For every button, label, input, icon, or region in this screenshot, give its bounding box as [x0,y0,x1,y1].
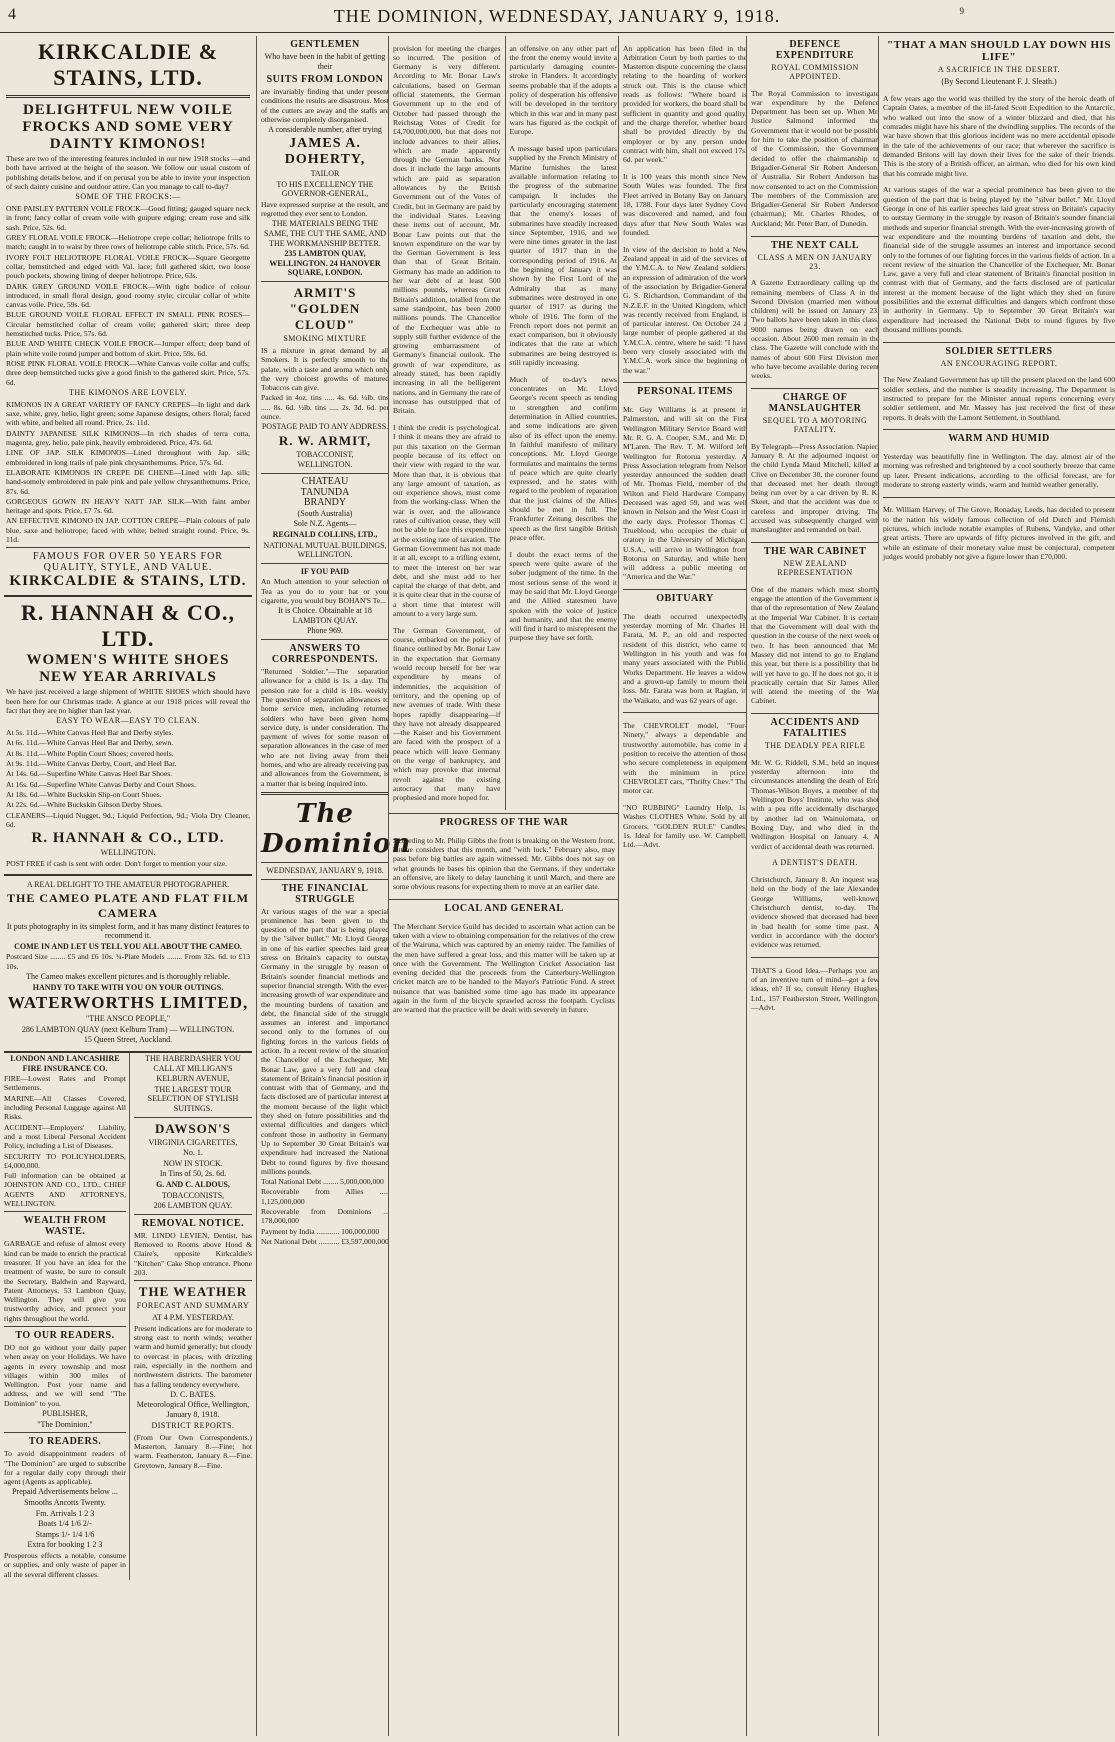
shoe-item: At 8s. 11d.—White Poplin Court Shoes; covered heels. [6,748,174,758]
shoe-item: At 18s. 6d.—White Buckskin Slip-on Court Shoes. [6,789,162,799]
war-cabinet-subtitle: NEW ZEALAND REPRESENTATION [777,559,853,578]
editorial-body: I doubt the exact terms of the speech were quite aware of the sober judgment of the time. In the most serious sense of the word it may be said that Mr. Lloyd George and the Allied statesmen have spoken with the voice of justice and humanity, and that the enemy will find it hard to misrepresent the purpose they have set forth. [509,549,617,643]
page-number: 4 [8,6,16,23]
district-body: (From Our Own Correspondents.) Masterton, January 8.—Fine; hot warm. Featherston, January 8.—Fine. Greytown, January 8.—Fine. [133,1432,252,1470]
shoe-item: At 9s. 11d.—White Canvas Derby, Court, and Heel Bar. [6,759,177,769]
advert-headline: SUITS FROM LONDON [266,74,384,86]
editorial-body: I think the credit is psychological. I think it means they are afraid to put this taxation on the German people because of its effect on their view with regard to the war. More than that, it is obvious that any large amount of taxation, as our experience shows, must come from the working-class. When the war is over, and the allowance rates of cultivation cease, they will not be able to face this expenditure at the existing rate of taxation. The German Government has not made it at all, except to a trifling extent, to meet the interest on her war debt, and she must add to her capital the charge of that debt, and it is quite clear that in the course of a short time that interest will amount to a very large sum. [393,423,501,618]
notice-signature: "The Dominion." [37,1419,93,1429]
weather-body: Present indications are for moderate to strong east to north winds; weather warm and humid generally; but cloudy to overcast in places, with drizzling rain, especially in the northern and northwestern districts. The barometer has a falling tendency everywhere. [133,1323,252,1389]
tobacco-body: IS a mixture in great demand by all Smokers. It is perfectly smooth to the palate, with a taste and aroma which only the very choicest growths of matured Tobaccos can give. [261,345,389,393]
tailor-role: TAILOR [310,168,340,178]
war-progress-title: PROGRESS OF THE WAR [439,817,569,829]
shoe-item: At 14s. 6d.—Superfine White Canvas Heel Bar Shoes. [6,769,173,779]
advert-headline: NEW YEAR ARRIVALS [39,669,217,686]
issue-date: WEDNESDAY, JANUARY 9, 1918. [266,865,384,875]
rates-title: Prepaid Advertisements below ... [12,1487,118,1497]
advert-column [4,36,252,1736]
next-call-title: THE NEXT CALL [770,239,859,251]
postage-note: POST FREE if cash is sent with order. Don't forget to mention your size. [6,858,228,868]
cigarette-price: In Tins of 50, 2s. 6d. [159,1169,227,1179]
news-column [746,36,879,1736]
feature-body: At various stages of the war a special prominence has been given to the question of the part that is being played by the "silver bullet." Mr. Lloyd George in one of his earlier speeches laid great stress on Britain's capacity to outstay Germany in the struggle by reason of Britain's sounder financial methods and superior financial strength. With the ever-increasing growth of war expenditure and the mounting burdens of taxation and debt, the financial side of the struggle assumes an interest and importance second only to the fortunes of our fighting forces in the various fields of action. In a recent review of the situation the Chancellor of the Exchequer, Mr. Bonar Law, gave a very full and clear statement of Britain's financial position in contrast with that of Germany, and the facts disclosed are of particular interest at the moment because of the light which they shed on future possibilities and the external difficulties and dangers which confront those in authority in Germany. Up to September 30 Great Britain's war expenditure had increased the National Debt to round figures by five thousand millions pounds. [883,185,1115,334]
advertiser-name: KIRKCALDIE & STAINS, LTD. [37,39,219,90]
advert-headline: WOMEN'S WHITE SHOES [26,652,230,669]
section-label: THE KIMONOS ARE LOVELY. [68,387,188,397]
kirkcaldie-ad [4,36,252,597]
frock-item: ROSE PINK FLORAL VOILE FROCK—White Canvas voile collar and cuffs; three deep hemstitched tucks give a good finish to the gathered skirt. Price, 57s. 6d. [6,358,250,387]
patent-advert: THAT'S a Good Idea.—Perhaps you are of an inventive turn of mind—got a few ideas, eh? If so, consult Henry Hughes, Ltd., 157 Featherston Street, Wellington.—Advt. [751,965,879,1012]
frock-item: GREY FLORAL VOILE FROCK—Heliotrope crepe collar; heliotrope frills to match; caught in to waist by three rows of heliotrope cable stitch. Price, 57s. 6d. [6,233,250,252]
editorial-stat: Recoverable from Allies ..... 1,125,000,000 [261,1187,389,1206]
camera-models: Postcard Size ........ £5 and £6 10s. ¼-Plate Models ........ From 32s. 6d. to £13 10s. [6,952,250,971]
news-body: It is 100 years this month since New South Wales was founded. The first Fleet arrived in Botany Bay on January 18, 1788. Four days later Sydney Cove was discovered and named, and four days after that New South Wales was founded. [623,172,747,237]
news-body: An application has been filed in the Arbitration Court by both parties to the Masterton dispute concerning the clause relating to the hoarding of workers struck out. This is the clause which reads as follows: "Where board is provided for workers, the board shall be sufficient in quantity and good quality, and the charge therefor, whether board shall be provided directly by the employer or by any person under contract with him, shall not exceed 17s. 6d. per week." [623,43,747,165]
lower-advert-left [4,1053,130,1580]
editorial-stat: Payment by India ............ 100,000,000 [261,1226,380,1236]
cigarette-stock: NOW IN STOCK. [163,1158,223,1168]
settlers-body: The New Zealand Government has up till the present placed on the land 600 soldier settlers, and the number is steadily increasing. The Department is instructed to prepare for the Minister annual reports concerning every soldier settlement, and Mr. Massey has just received the first of these reports. It deals with the Lamont Settlement, in Southland. [883,375,1115,422]
advert-headline: GENTLEMEN [290,39,360,50]
frock-item: DARK GREY GROUND VOILE FROCK—With tight bodice of colour introduced, in small floral design, good roomy style; circular collar of white canvas voile. Price, 59s. 6d. [6,281,250,310]
feature-subtitle: A SACRIFICE IN THE DESERT. [937,65,1061,74]
frock-item: BLUE AND WHITE CHECK VOILE FROCK—Jumper effect; deep band of plain white voile round jumper and bottom of skirt. Price, 59s. 6d. [6,339,250,358]
feature-column [878,36,1115,1736]
notice-title: WEALTH FROM WASTE. [23,1215,107,1238]
notice-body: DO not go without your daily paper when away on your Holidays. We have agents in every township and most villages within 300 miles of Wellington. Post your name and address, and we will send "The Dominion" to you. [4,1342,126,1408]
art-gift-body: Mr. William Harvey, of The Grove, Ronaday, Leeds, has decided to present to the nation his widely famous collection of old Dutch and Flemish pictures, which include notable examples of Rubens, Vandyke, and other great artists. There are upwards of fifty pictures involved in the gift, and while an estimate of their monetary value must be conjectural, competent judges would probably not give a figure lower than £70,000. [883,505,1115,561]
agent-name: REGINALD COLLINS, LTD., [272,530,378,540]
rates-header: Smooths Ancotts Twenty. [24,1498,106,1508]
tailor-role: TO HIS EXCELLENCY THE GOVERNOR-GENERAL, [276,179,374,199]
defence-title: DEFENCE EXPENDITURE [775,39,855,61]
removal-body: MR. LINDO LEVIEN, Dentist, has Removed to Rooms above Hood & Claire's, opposite Kirkcaldie's "Kitchen" Cake Shop entrance. Phone 203. [133,1230,252,1277]
rates-row: Fm. Arrivals 1 2 3 [35,1508,95,1518]
frock-item: IVORY FOLT HELIOTROPE FLORAL VOILE FROCK—Square Georgette collar, hemstitched and edged with Val. lace; full gathered skirt, two loose pouch pockets, showing lining of deeper heliotrope. Price, 63s. [6,252,250,281]
advertiser-tag: "THE ANSCO PEOPLE," [85,1014,171,1024]
cigarette-brand: DAWSON'S [155,1120,231,1136]
editorial-stat: Recoverable from Dominions ... 178,000,000 [261,1207,389,1226]
feature-title: "THAT A MAN SHOULD LAY DOWN HIS LIFE" [887,39,1111,63]
insurance-line: SECURITY TO POLICYHOLDERS, £4,000,000. [4,1151,126,1170]
advert-cta: COME IN AND LET US TELL YOU ALL ABOUT THE CAMEO. [14,941,242,951]
dentist-title: A DENTIST'S DEATH. [772,858,858,868]
advert-headline: THE CAMEO PLATE AND FLAT FILM CAMERA [6,890,250,920]
warm-humid-title: WARM AND HUMID [948,433,1050,445]
answers-body: "Returned Soldier."—The separation allowance for a child is 1s. a day. The pension rate for a child is 10s. weekly. The question of separation allowances to home service men, including returned soldiers who have been given home service duty, is under consideration. The payment of wives for some reason of separation allowances in the case of men who are not living away from their homes, and who are already receiving pay and allowances from the Government, is a matter that is being inquired into. [261,667,389,788]
editorial-left [389,36,501,810]
advertiser-name: KIRKCALDIE & STAINS, LTD. [9,573,247,590]
cigarette-sub: VIRGINIA CIGARETTES, [148,1137,238,1147]
weather-office: Meteorological Office, Wellington, January 8, 1918. [136,1400,250,1420]
editorial-column [388,36,619,1736]
advert-body: Have expressed surprise at the result, and regretted they ever sent to London. [261,199,389,219]
manslaughter-title: CHARGE OF MANSLAUGHTER [768,392,862,415]
answers-title: ANSWERS TO CORRESPONDENTS. [271,643,379,666]
notice-body: Prosperous effects a notable, consume or supplies, and only waste of paper in all the several different classes. [4,1551,126,1579]
tea-phone: Phone 969. [307,626,343,636]
newspaper-nameplate: The Dominion [261,798,412,859]
tobacco-post: POSTAGE PAID TO ANY ADDRESS. [261,422,389,432]
editorial-body: Much of to-day's news concentrates on Mr. Lloyd George's recent speech as tending to strengthen and confirm determination in Allied countries, and some indications are given also of its effect upon the enemy. In faithful manifesto of military conceptions. Mr. Lloyd George formulates and maintains the terms of peace which are quite clearly expressed, and he states with regard to the problem of reparation that the just claims of the Allies should be met in full. The Frankfurter Zeitung describes the speech as the first tangible British peace offer. [509,374,617,542]
weather-time: AT 4 P.M. YESTERDAY. [152,1313,234,1323]
tea-kicker: IF YOU PAID [300,566,350,576]
kimono-item: GORGEOUS GOWN IN HEAVY NATT JAP. SILK—With faint amber heritage and spots. Price, £7 7s. 6d. [6,496,250,516]
advert-headline: DELIGHTFUL NEW VOILE FROCKS AND SOME VERY DAINTY KIMONOS! [22,102,234,152]
shoe-item: At 22s. 6d.—White Buckskin Gibson Derby Shoes. [6,800,163,810]
tailor-body: THE LARGEST TOUR SELECTION OF STYLISH SUITINGS. [147,1084,239,1113]
war-cabinet-body: One of the matters which must shortly engage the attention of the Government is that of the representation of New Zealand at the Imperial War Cabinet. It is certain that the Government will deal with the question in the course of the next week or two. It has been announced that Mr. Massey did not intend to go to England this year, but there is a possibility that he will yet have to go. If he does not go, it is practically certain that Sir James Allen will attend the meeting of the War Cabinet. [751,584,879,706]
obituary-title: OBITUARY [656,593,714,605]
personal-body: Mr. Guy Williams is at present in Palmerston, and will sit on the First Wellington Military Service Board with Mr. R. G. A. Cooper, S.M., and Mr. D. M'Laren. The Rev. T. M. Wilford left Wellington for Rotorua yesterday. A Press Association telegram from Nelson yesterday announced the sudden death of Mr. Thomas Field, member of the Wilton and Field Hardware Company. Deceased was aged 59, and was well known in Nelson and the West Coast in the early days. Professor Thomas C. Trueblood, who occupies the chair of oratory in the University of Michigan, U.S.A., will arrive in Wellington from Rotorua on Saturday, and while here will address a public meeting on "America and the War." [623,405,747,582]
notice-body: GARBAGE and refuse of almost every kind can be made to enrich the practical treasurer. If you have an idea for the treatment of waste, be sure to consult the Secretary, Baldwin and Rayward, Patent Attorneys, 53 Lambton Quay, Wellington. They will give you trustworthy advice, and protect your rights throughout the world. [4,1239,126,1323]
frock-item: ONE PAISLEY PATTERN VOILE FROCK—Good fitting; gauged square neck in front; fancy collar of cream voile with guipure edging; cream rose and silk sash. Price, 52s. 6d. [6,204,250,232]
cameo-ad [4,876,252,1053]
settlers-subtitle: AN ENCOURAGING REPORT. [940,358,1058,368]
notice-title: TO OUR READERS. [15,1329,115,1341]
editorial-body: The German Government, of course, embarked on the policy of finance outlined by Mr. Bonar Law in the expectation that Germany would recoup herself for her war expenditure by means of indemnities, the acquisition of territory, and the opening up of new avenues of trade. With these hopes rapidly disappearing—if they have not already disappeared—the Kaiser and his Government are faced with the prospect of a peace which will leave Germany on the verge of bankruptcy, and which may provoke that internal revolt against the existing autocracy that many have prophesied and more hoped for. [393,625,501,803]
notice-title: TO READERS. [28,1436,102,1448]
rates-row: Extra for booking 1 2 3 [27,1540,103,1550]
advert-intro: These are two of the interesting features included in our new 1918 stocks —and both have arrived at the height of the season. We follow our usual custom of publishing details below, and if on perusal you be able to invite your inspection of such dainty cuisine and outdoor attire, Can you manage to call to-day? [6,154,250,191]
brandy-line: TANUNDA [300,486,350,498]
advert-lead: Who have been in the habit of getting their [264,52,386,71]
manslaughter-body: By Telegraph—Press Association. Napier, January 8. At the adjourned inquest on the child Lynda Maud Mitchell, killed at Clive on December 30, the coroner found that deceased met her death through being run over by a car driven by R. K. Skeet, and that the accident was due to careless and improper driving. The accused was subsequently charged with manslaughter and remanded on bail. [751,441,879,535]
dentist-body: Christchurch, January 8. An inquest was held on the body of the late Alexander George Williams, well-known Christchurch dentist, to-day. The evidence showed that deceased had been in bad health for some time past. A verdict in accordance with the doctor's evidence was returned. [751,875,879,950]
editorial-body: A message based upon particulars supplied by the French Ministry of Marine furnishes the latest available information relating to the progress of the submarine campaign. It includes the particularly encouraging statement that the enemy's losses of submarines have steadily increased since September, 1916, and we were nine times greater in the last quarter of 1917 than in the corresponding period of 1916. At the beginning of January it was shown by the First Lord of the Admiralty that as many submarines were destroyed in one quarter of 1917 as during the whole of 1916. The form of the French report does not permit an exact comparison, but it obviously indicates that the rate at which submarines are being destroyed is still rapidly increasing. [509,144,617,367]
editorial-title: THE FINANCIAL STRUGGLE [281,882,369,905]
insurance-agents: Full information can be obtained at JOHNSTON AND CO., LTD., CHIEF AGENTS AND ATTORNEYS, WELLINGTON. [4,1171,126,1209]
advertiser-town: WELLINGTON. [100,848,156,858]
tailor-name: JAMES A. DOHERTY, [284,135,366,167]
advert-note: The Cameo makes excellent pictures and is thoroughly reliable. [26,972,230,981]
defence-body: The Royal Commission to investigate war expenditure by the Defence Department has been set up. When Mr. Justice Salmond informed the Government that it would not be possible for him to take the position of chairman of the Commission, the Government decided to offer the chairmanship to Brigadier-General Sir Robert Anderson, of Australia. Sir Robert Anderson has now consented to act on the Commission. The members of the Commission are: Brigadier-General Sir Robert Anderson (chairman); Mr. Charles Rhodes, of Auckland; Mr. Peter Barr, of Dunedin. [751,88,879,228]
laundry-advert: "NO RUBBING" Laundry Help, 1s. Washes CLOTHES White. Sold by all Grocers. "GOLDEN RULE" Candles, 1s. Ideal for family use. W. Campbell, Ltd.—Advt. [623,803,747,850]
advert-body: It puts photography in its simplest form, and it has many distinct features to recommend it. [6,921,250,941]
tailor-kicker: THE HABERDASHER YOU CALL AT MILLIGAN'S [145,1053,241,1073]
hannah-ad [4,597,252,876]
kimono-item: DAINTY JAPANESE SILK KIMONOS—In rich shades of terra cotta, magenta, grey, helio, pale pink, heavily embroidered. Price, 47s. 6d. [6,428,250,448]
war-progress-body: According to Mr. Philip Gibbs the front is breaking on the Western front, but he considers that this month, and "with luck," February also, may pass before big battles are again witnessed. Mr. Gibbs does not say on what grounds he bases his opinion that the Germans, if they undertake an offensive, are likely to delay launching it until March, and there are some obvious reasons for expecting them to move at an earlier date. [393,835,615,892]
shoe-item: At 16s. 6d.—Superfine White Canvas Derby and Court Shoes. [6,779,196,789]
weather-title: THE WEATHER [138,1284,248,1300]
advertiser-address: 286 LAMBTON QUAY (next Kelburn Tram) — WELLINGTON. [21,1024,235,1034]
tobacco-brand: ARMIT'S [293,284,357,300]
advert-body: A considerable number, after trying [268,125,382,135]
section-label: SOME OF THE FROCKS:— [75,192,181,202]
tailor-address: KELBURN AVENUE, [156,1074,230,1084]
notice-signature: PUBLISHER, [42,1409,88,1419]
tobacco-product: "GOLDEN CLOUD" [289,300,361,332]
brandy-line: BRANDY [303,497,347,509]
tailor-address: 235 LAMBTON QUAY, WELLINGTON. 24 HANOVER SQUARE, LONDON. [269,249,381,278]
brandy-agents: Sole N.Z. Agents— [293,519,357,529]
tobacconist-town: WELLINGTON. [297,460,353,470]
advert-body: THE MATERIALS BEING THE SAME, THE CUT THE SAME, AND THE WORKMANSHIP BETTER. [263,219,386,248]
advert-body: are invariably finding that under present conditions the results are disastrous. Most of the cutters are away and the staffs are otherwise completely disorganised. [261,87,389,125]
tobacconist-address: 206 LAMBTON QUAY. [153,1201,233,1211]
margin-mark: 9 [959,6,964,16]
car-advert: The CHEVROLET model, "Four-Ninety," always a dependable and trustworthy automobile, has come in a position to receive the attention of those who secure completeness in equipment with the minimum in price. CHEVROLET cars, "Thrifty Chev." The motor car. [623,721,747,796]
news-column [618,36,747,1736]
small-advert-column [256,36,412,1736]
next-call-body: A Gazette Extraordinary calling up the remaining members of Class A in the Second Division (married men without children) will be issued on January 23. Two ballots have been taken in this class, 9000 names being drawn on each occasion. About 2600 men remain in the class. The Gazette will conclude with the names of about 600 First Division men who have become available during recent weeks. [751,278,879,381]
defence-subtitle: ROYAL COMMISSION APPOINTED. [771,63,859,81]
tobacco-pack: Packed in 4oz. tins ..... 4s. 6d. ¼lb. tins ..... 8s. 6d. ½lb. tins ..... 2s. 3d. 6d. per ounce. [261,393,389,421]
weather-subtitle: FORECAST AND SUMMARY [136,1301,250,1311]
tobacco-sub: SMOKING MIXTURE [283,333,367,343]
brandy-origin: (South Australia) [297,508,353,518]
advertiser-name: WATERWORTHS LIMITED, [7,993,249,1013]
editorial-stat: Net National Debt ........... £3,597,000,000 [261,1236,389,1246]
kimono-item: KIMONOS IN A GREAT VARIETY OF FANCY CREPES—In light and dark saxe, white, grey, helio, light green; some Japanese designs, others floral; faced with white, and belted all round. Price, 2s. 11d. [6,399,250,428]
shoe-item: At 5s. 11d.—White Canvas Heel Bar and Derby styles. [6,728,174,738]
insurance-line: FIRE—Lowest Rates and Prompt Settlements. [4,1074,126,1093]
personal-title: PERSONAL ITEMS [637,386,733,398]
tea-body: It is Choice. Obtainable at 18 LAMBTON QUAY. [278,606,372,625]
agent-address: NATIONAL MUTUAL BUILDINGS, WELLINGTON. [263,540,387,560]
accidents-body: Mr. W. G. Riddell, S.M., held an inquest yesterday afternoon into the circumstances attending the death of Eric Thomas-Wilson Boyes, a member of the Wellington Boys' Institute, who was shot with a pea rifle accidentally discharged by another lad on Wainuiomata, on Boxing Day, and who died in the Wellington Hospital on January 4. A verdict of accidental death was returned. [751,757,879,851]
tobacconist-role: TOBACCONIST, [296,449,354,459]
tobacconist-role: TOBACCONISTS, [161,1190,225,1200]
shoe-item: At 6s. 11d.—White Canvas Heel Bar and Derby, sewn. [6,738,174,748]
accidents-title: ACCIDENTS AND FATALITIES [770,717,860,740]
removal-title: REMOVAL NOTICE. [141,1217,245,1229]
editorial-stat: Total National Debt ........ 5,000,000,000 [261,1177,384,1187]
advertiser-name: R. HANNAH & CO., LTD. [21,600,235,652]
newspaper-dateline: THE DOMINION, WEDNESDAY, JANUARY 9, 1918. [333,6,781,26]
tobacconist-name: G. AND C. ALDOUS, [156,1179,230,1189]
rates-row: Boats 1/4 1/6 2/- [38,1519,92,1529]
obituary-body: The death occurred unexpectedly yesterday morning of Mr. Charles H. Farata, M. P., an old and respected resident of this district, who came to Wellington in his youth and was for many years associated with the Public Works Department. He leaves a widow and a grown-up family to mourn their loss. Mr. Farata was born at Raglan, in the Waikato, and was 62 years of age. [623,611,747,705]
insurance-line: ACCIDENT—Employers' Liability, and a most Liberal Personal Accident Policy, including a List of Diseases. [4,1122,126,1151]
lower-advert-right [130,1053,252,1580]
advert-footer-line: FAMOUS FOR OVER 50 YEARS FOR QUALITY, STYLE, AND VALUE. [33,551,223,574]
rates-row: Stamps 1/- 1/4 1/6 [35,1529,95,1539]
editorial-body: an offensive on any other part of the front the enemy would invite a particularly damaging counter-stroke in Flanders. It accordingly seems probable that if the adopts a policy of desperation his offensive will be developed in the territory which in this war and in many past wars has figured as the cockpit of Europe. [509,43,617,137]
kimono-item: LINE OF JAP. SILK KIMONOS—Lined throughout with Jap. silk; embroidered in long trails of pale pink chrysanthemums. Price, 57s. 6d. [6,448,250,467]
insurance-title: LONDON AND LANCASHIRE FIRE INSURANCE CO. [10,1053,120,1073]
tea-body: An Much attention to your selection of Tea as you do to your hat or your cigarette, you would buy BOHAN'S Te... [261,577,389,605]
brandy-line: CHATEAU [301,476,349,488]
frock-item: BLUE GROUND VOILE FLORAL EFFECT IN SMALL PINK ROSES—Circular hemstitched collar of cream voile; gathered skirt; three deep hemstitched tucks. Price, 57s. 6d. [6,310,250,339]
next-call-subtitle: CLASS A MEN ON JANUARY 23. [757,252,873,271]
kimono-item: AN EFFECTIVE KIMONO IN JAP. COTTON CREPE—Plain colours of pale blue, saxe and heliotrope; faced with white; belted straight round. Price, 9s. 11d. [6,516,250,544]
news-body: In view of the decision to hold a New Zealand appeal in aid of the services of the Y.M.C.A. to New Zealand soldiers, an expression of admiration of the work of the association by Brigadier-General G. S. Richardson, Commandant of the N.Z.E.F. in the United Kingdom, which was recently received from England, is of particular interest. On October 24 a large number of people gathered at the Y.M.C.A. centre, where he said: "I have been very closely associated with the Y.M.C.A. work since the beginning of the war." [623,244,747,375]
feature-byline: (By Second Lieutenant F. J. Sleath.) [941,77,1057,86]
masthead [0,6,1114,33]
advert-kicker: A REAL DELIGHT TO THE AMATEUR PHOTOGRAPHER. [26,880,230,890]
lower-advert-row [4,1053,252,1580]
editorial-body: provision for meeting the charges so incurred. The position of Germany is very different. According to Mr. Bonar Law's calculations, based on German official statements, the German Government up to the end of October had passed through the Reichstag Votes of Credit for £4,700,000,000, but that does not include advances to their allies, which are made apparently through the German banks. Nor does it include the large amounts which are paid as separation allowances by the British Government out of the Votes of Credit, but in Germany are paid by the individual States. Leaving these items out of account, Mr. Bonar Law points out that the known expenditure on the war by the German Government is less than that of Great Britain. Germany has made an addition to her war debt of at least 500 millions pounds, whereas Great Britain's addition, totalled from the same standpoint, has been 2000 millions pounds. The Chancellor of the Exchequer was able to supply still further evidence of the growing embarrassment of Germany's financial outlook. The growth of war expenditure, as already stated, has been rapidly increasing in all the belligerent nations, and in Germany the rate of increase has outstripped that of Britain. [393,43,501,416]
editorial-body: At various stages of the war a special prominence has been given to the question of the part that is being played by the "silver bullet." Mr. Lloyd George in one of his earlier speeches laid great stress on Britain's capacity to outstay Germany in the struggle by reason of Britain's sounder financial methods and superior financial strength. With the ever-increasing growth of war expenditure and the mounting burdens of taxation and debt, the financial side of the struggle assumes an interest and importance second only to the fortunes of our fighting forces in the various fields of action. In a recent review of the situation the Chancellor of the Exchequer, Mr. Bonar Law, gave a very full and clear statement of Britain's financial position in contrast with that of Germany, and the facts disclosed are of particular interest at the moment because of the light which they shed on future possibilities and the external difficulties and dangers which confront those in authority in Germany. Up to September 30 Great Britain's war expenditure had increased the National Debt to round figures by five thousand millions pounds. [261,906,389,1176]
warm-humid-body: Yesterday was beautifully fine in Wellington. The day, almost air of the morning was refreshed and brightened by a cool southerly breeze that came up later. Present indications, according to the official forecast, are for moderate to strong easterly winds, warm and humid weather generally. [883,452,1115,489]
accidents-subtitle: THE DEADLY PEA RIFLE [764,741,866,751]
advertiser-address: 15 Queen Street, Auckland. [83,1035,173,1045]
shoe-item: CLEANERS—Liquid Nugget, 9d.; Liquid Perfection, 9d.; Viola Dry Cleaner, 6d. [6,810,250,829]
tobacconist-name: R. W. ARMIT, [278,432,372,448]
insurance-line: MARINE—All Classes Covered, including Personal Luggage against All Risks. [4,1093,126,1122]
manslaughter-subtitle: SEQUEL TO A MOTORING FATALITY. [762,416,868,435]
editorial-subcolumns [389,36,619,810]
weather-signature: D. C. BATES. [170,1389,216,1399]
local-general-title: LOCAL AND GENERAL [444,903,564,915]
advert-tagline: HANDY TO TAKE WITH YOU ON YOUR OUTINGS. [32,982,224,992]
kimono-item: ELABORATE KIMONOS IN CREPE DE CHENE—Lined with Jap. silk; hand-somely embroidered in pale pink and pale yellow chrysanthemums. Price, 87s. 6d. [6,467,250,496]
advert-intro: We have just received a large shipment of WHITE SHOES which should have been here for our Christmas trade. A glance at our 1918 prices will reveal the fact that they are no higher than last year. [6,687,250,715]
war-cabinet-title: THE WAR CABINET [763,546,867,558]
cigarette-number: No. 1. [183,1148,203,1158]
feature-body: A few years ago the world was thrilled by the story of the heroic death of Captain Oates, a member of the ill-fated Scott Expedition to the Antarctic, who walked out into the snow of a winter blizzard and died, that his comrades might have his share of the dwindling supplies. The records of the war have shown that this glorious incident was no mere accidental episode in the tale of the achievements of our race; that wherever the sacrifice is demanded Britons will lay down their lives for the sake of their friends. This is the story of a British officer, an airman, who died for his own kind that his comrade might live. [883,94,1115,178]
settlers-title: SOLDIER SETTLERS [945,345,1053,357]
editorial-right [505,36,620,810]
advertiser-name: R. HANNAH & CO., LTD. [31,830,225,847]
section-label: EASY TO WEAR—EASY TO CLEAN. [56,716,200,726]
district-title: DISTRICT REPORTS. [151,1420,235,1430]
notice-body: To avoid disappointment readers of "The Dominion" are urged to subscribe for a regular daily copy through their agent (Agents as applicable). [4,1449,126,1487]
local-general-body: The Merchant Service Guild has decided to ascertain what action can be taken with a view to obtaining compensation for the relatives of the crew of the Wairuna, which was captured by an enemy raider. The families of the men have suffered a great loss, and this matter will be taken up at once with the Government. The Wellington Cricket Association last evening decided that the proceeds from the Canterbury-Wellington cricket match are to be handed to the Mayor's Patriotic Fund. A street nuisance that was banished some time ago has made its appearance again in the form of the bicycle sprawled across the footpath. Cyclists are warned that the practice will be dealt with severely in future. [393,921,615,1015]
